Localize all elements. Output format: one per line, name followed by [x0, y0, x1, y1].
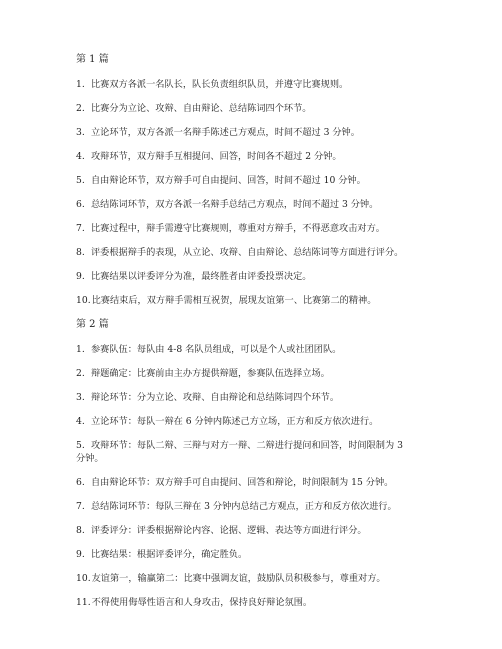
- item-text: 立论环节，双方各派一名辩手陈述己方观点，时间不超过 3 分钟。: [91, 127, 360, 138]
- section-1: [76, 53, 421, 307]
- list-item: [76, 294, 421, 307]
- item-number: 9.: [76, 549, 85, 560]
- list-item: [76, 548, 421, 561]
- list-item: [76, 367, 421, 380]
- list-item: [76, 596, 421, 609]
- item-text: 评委根据辩手的表现，从立论、攻辩、自由辩论、总结陈词等方面进行评分。: [91, 247, 404, 258]
- item-number: 1.: [76, 344, 85, 355]
- item-text: 评委评分：评委根据辩论内容、论据、逻辑、表达等方面进行评分。: [91, 525, 367, 536]
- item-number: 8.: [76, 247, 85, 258]
- list-item: [76, 391, 421, 404]
- item-text: 自由辩论环节，双方辩手可自由提问、回答，时间不超过 10 分钟。: [91, 175, 366, 186]
- item-text: 总结陈词环节，双方各派一名辩手总结己方观点，时间不超过 3 分钟。: [91, 199, 379, 210]
- list-item: [76, 126, 421, 139]
- item-text: 参赛队伍：每队由 4-8 名队员组成，可以是个人或社团团队。: [91, 344, 342, 355]
- list-item: [76, 524, 421, 537]
- item-text: 攻辩环节：每队二辩、三辩与对方一辩、二辩进行提问和回答，时间限制为 3 分钟。: [76, 440, 403, 464]
- item-number: 5.: [76, 175, 85, 186]
- item-number: 1.: [76, 79, 85, 90]
- item-text: 立论环节：每队一辩在 6 分钟内陈述己方立场，正方和反方依次进行。: [91, 416, 379, 427]
- item-number: 4.: [76, 416, 85, 427]
- item-number: 3.: [76, 392, 85, 403]
- list-item: [76, 246, 421, 259]
- item-text: 攻辩环节，双方辩手互相提问、回答，时间各不超过 2 分钟。: [91, 151, 342, 162]
- document-body: [76, 53, 421, 620]
- section-title: 第 1 篇: [76, 54, 109, 65]
- list-item: [76, 270, 421, 283]
- item-number: 3.: [76, 127, 85, 138]
- item-number: 5.: [76, 440, 85, 451]
- item-text: 比赛过程中，辩手需遵守比赛规则，尊重对方辩手，不得恶意攻击对方。: [91, 223, 385, 234]
- section-title: 第 2 篇: [76, 319, 109, 330]
- item-text: 辩题确定：比赛前由主办方提供辩题，参赛队伍选择立场。: [91, 368, 330, 379]
- item-text: 友谊第一，输赢第二：比赛中强调友谊，鼓励队员积极参与，尊重对方。: [91, 573, 386, 584]
- item-number: 10.: [76, 295, 91, 306]
- list-item: [76, 476, 421, 489]
- item-text: 比赛结果：根据评委评分，确定胜负。: [91, 549, 248, 560]
- list-item: [76, 78, 421, 91]
- item-text: 辩论环节：分为立论、攻辩、自由辩论和总结陈词四个环节。: [91, 392, 340, 403]
- item-number: 8.: [76, 525, 85, 536]
- item-text: 自由辩论环节：双方辩手可自由提问、回答和辩论，时间限制为 15 分钟。: [91, 477, 394, 488]
- item-number: 6.: [76, 477, 85, 488]
- item-number: 9.: [76, 271, 85, 282]
- item-number: 7.: [76, 223, 85, 234]
- item-number: 10.: [76, 573, 91, 584]
- item-text: 比赛分为立论、攻辩、自由辩论、总结陈词四个环节。: [91, 103, 312, 114]
- list-item: [76, 439, 412, 465]
- list-item: [76, 500, 421, 513]
- list-item: [76, 150, 421, 163]
- list-item: [76, 174, 421, 187]
- list-item: [76, 572, 421, 585]
- item-number: 7.: [76, 501, 85, 512]
- item-number: 2.: [76, 103, 85, 114]
- item-number: 11.: [76, 597, 91, 608]
- list-item: [76, 102, 421, 115]
- item-number: 2.: [76, 368, 85, 379]
- item-number: 4.: [76, 151, 85, 162]
- list-item: [76, 198, 421, 211]
- section-2: [76, 318, 421, 609]
- list-item: [76, 343, 421, 356]
- item-text: 不得使用侮辱性语言和人身攻击，保持良好辩论氛围。: [91, 597, 313, 608]
- list-item: [76, 222, 421, 235]
- list-item: [76, 415, 421, 428]
- item-text: 比赛结束后，双方辩手需相互祝贺，展现友谊第一、比赛第二的精神。: [91, 295, 377, 306]
- item-number: 6.: [76, 199, 85, 210]
- item-text: 比赛双方各派一名队长，队长负责组织队员，并遵守比赛规则。: [91, 79, 349, 90]
- item-text: 比赛结果以评委评分为准，最终胜者由评委投票决定。: [91, 271, 312, 282]
- item-text: 总结陈词环节：每队三辩在 3 分钟内总结己方观点，正方和反方依次进行。: [91, 501, 397, 512]
